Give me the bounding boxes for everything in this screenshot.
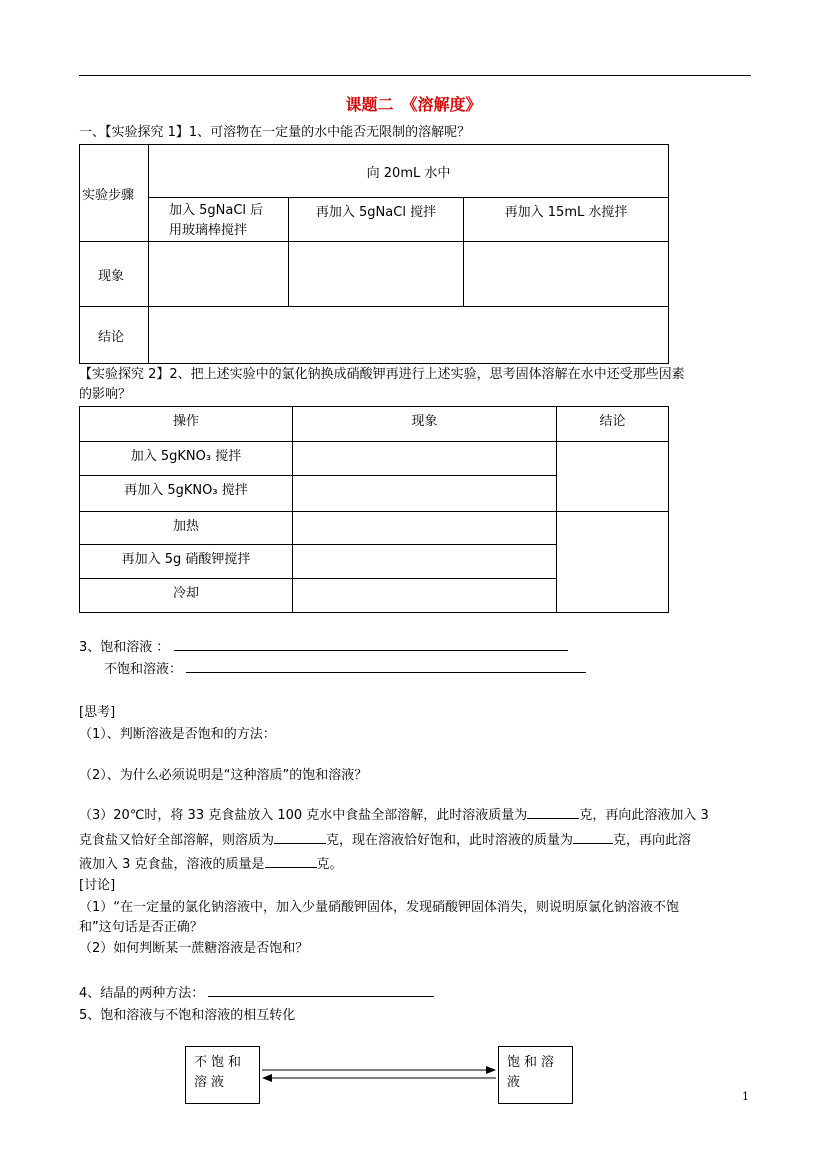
saturated-box: 饱和溶液 bbox=[498, 1046, 573, 1104]
think-q3-line2a: 克食盐又恰好全部溶解，则溶质为 bbox=[79, 833, 275, 848]
op-row-1: 加入 5gKNO₃ 搅拌 bbox=[80, 442, 293, 476]
page-number: 1 bbox=[742, 1090, 749, 1103]
discuss-q1-line1: （1）“在一定量的氯化钠溶液中，加入少量硝酸钾固体，发现硝酸钾固体消失，则说明原氯化钠溶液不饱 bbox=[79, 900, 680, 915]
top-header: 向 20mL 水中 bbox=[149, 145, 669, 198]
section2-heading-line1: 【实验探究 2】2、把上述实验中的氯化钠换成硝酸钾再进行上述实验，思考固体溶解在水中还受那些因素 bbox=[79, 367, 685, 382]
conclusion-cell-b[interactable] bbox=[557, 512, 669, 613]
phenomenon-cell-1[interactable] bbox=[293, 442, 557, 476]
think-q3-line3b: 克。 bbox=[316, 857, 343, 872]
item5-label: 5、饱和溶液与不饱和溶液的相互转化 bbox=[79, 1008, 296, 1023]
phenomenon-cell-3[interactable] bbox=[293, 512, 557, 545]
experiment1-table bbox=[79, 144, 669, 364]
page-title: 课题二 《溶解度》 bbox=[345, 95, 482, 114]
phenomenon-cell-2[interactable] bbox=[293, 476, 557, 512]
discuss-q2: （2）如何判断某一蔗糖溶液是否饱和？ bbox=[79, 941, 309, 956]
phenomenon-cell-4[interactable] bbox=[293, 545, 557, 579]
final-mass-blank[interactable] bbox=[265, 867, 317, 868]
cell-conclusion[interactable] bbox=[149, 307, 669, 364]
think-q3-line1b: 克，再向此溶液加入 3 bbox=[579, 808, 709, 823]
row-header-phenomenon: 现象 bbox=[80, 242, 149, 307]
saturated-blank[interactable] bbox=[174, 650, 568, 651]
think-q3-line1a: （3）20℃时，将 33 克食盐放入 100 克水中食盐全部溶解，此时溶液质量为 bbox=[79, 808, 528, 823]
think-q1: （1）、判断溶液是否饱和的方法： bbox=[79, 727, 276, 742]
conclusion-cell-a[interactable] bbox=[557, 442, 669, 512]
header-operation: 操作 bbox=[80, 407, 293, 442]
saturated-mass-blank[interactable] bbox=[573, 843, 613, 844]
op-row-5: 冷却 bbox=[80, 579, 293, 613]
crystallization-blank[interactable] bbox=[208, 996, 434, 997]
discuss-q1-line2: 和”这句话是否正确？ bbox=[79, 920, 203, 935]
item4-label: 4、结晶的两种方法： bbox=[79, 986, 205, 1001]
op-row-3: 加热 bbox=[80, 512, 293, 545]
unsaturated-blank[interactable] bbox=[186, 672, 586, 673]
section2-heading-line2: 的影响？ bbox=[79, 387, 132, 402]
row-header-conclusion: 结论 bbox=[80, 307, 149, 364]
col-header-2: 再加入 5gNaCl 搅拌 bbox=[289, 198, 464, 242]
conversion-arrows-icon bbox=[260, 1064, 498, 1084]
think-q3-line2b: 克，现在溶液恰好饱和，此时溶液的质量为 bbox=[326, 833, 574, 848]
phenomenon-cell-5[interactable] bbox=[293, 579, 557, 613]
header-phenomenon: 现象 bbox=[293, 407, 557, 442]
experiment2-table bbox=[79, 406, 669, 613]
cell-phenomenon-3[interactable] bbox=[464, 242, 669, 307]
think-label: [思考] bbox=[79, 705, 116, 720]
header-conclusion: 结论 bbox=[557, 407, 669, 442]
unsaturated-label: 不饱和溶液： bbox=[104, 662, 183, 677]
think-q2: （2）、为什么必须说明是“这种溶质”的饱和溶液？ bbox=[79, 768, 368, 783]
row-header-steps: 实验步骤 bbox=[80, 145, 149, 242]
unsaturated-box: 不饱和溶液 bbox=[185, 1046, 260, 1104]
col-header-1: 加入 5gNaCl 后用玻璃棒搅拌 bbox=[149, 198, 289, 242]
saturated-label: 3、饱和溶液 ： bbox=[79, 640, 170, 655]
discuss-label: [讨论] bbox=[79, 878, 116, 893]
section1-heading: 一、【实验探究 1】1、可溶物在一定量的水中能否无限制的溶解呢？ bbox=[79, 125, 471, 140]
solute-mass-blank[interactable] bbox=[274, 843, 326, 844]
cell-phenomenon-1[interactable] bbox=[149, 242, 289, 307]
cell-phenomenon-2[interactable] bbox=[289, 242, 464, 307]
solution-mass-blank[interactable] bbox=[527, 818, 579, 819]
think-q3-line2c: 克，再向此溶 bbox=[613, 833, 692, 848]
think-q3-line3a: 液加入 3 克食盐，溶液的质量是 bbox=[79, 857, 265, 872]
op-row-4: 再加入 5g 硝酸钾搅拌 bbox=[80, 545, 293, 579]
header-rule bbox=[79, 75, 751, 76]
col-header-3: 再加入 15mL 水搅拌 bbox=[464, 198, 669, 242]
op-row-2: 再加入 5gKNO₃ 搅拌 bbox=[80, 476, 293, 512]
